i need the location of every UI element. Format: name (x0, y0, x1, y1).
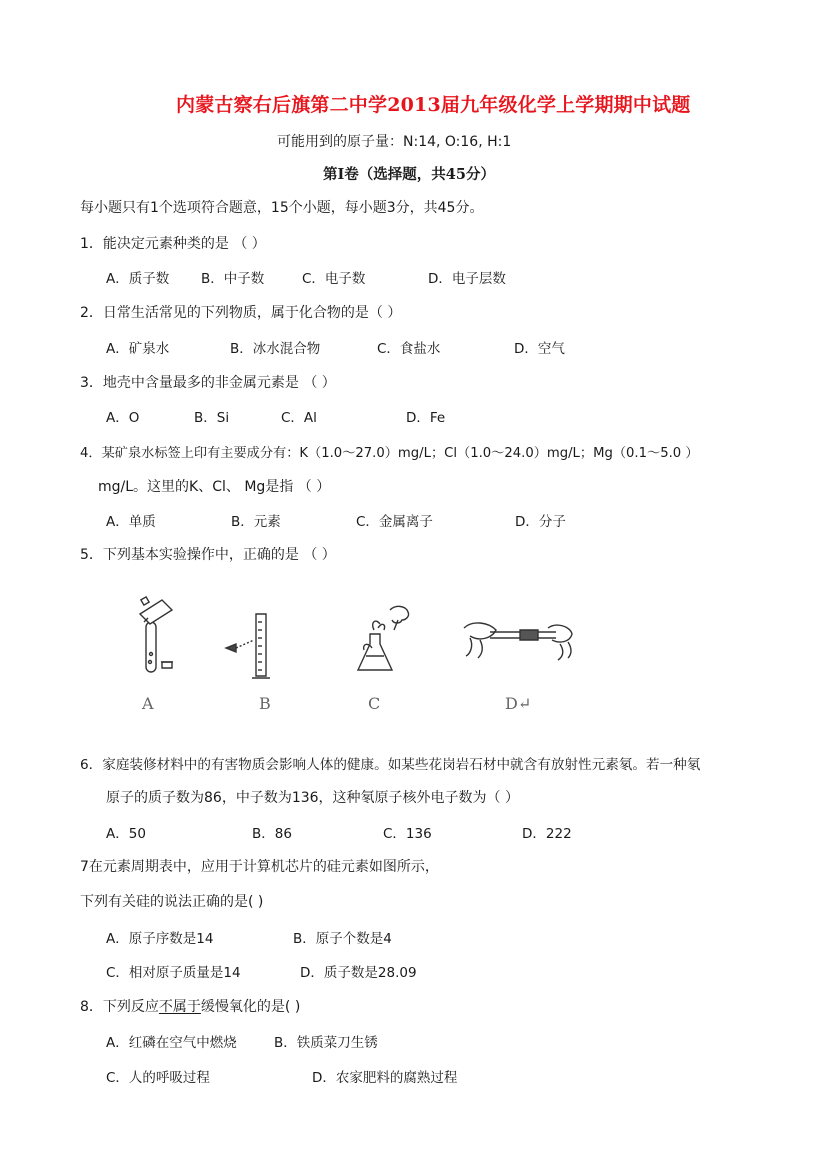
q7-option-d: D．质子数是28.09 (300, 965, 417, 981)
q1-option-d: D．电子层数 (428, 271, 506, 287)
q2-option-b: B．冰水混合物 (230, 341, 321, 357)
q7-option-b: B．原子个数是4 (293, 931, 392, 947)
q3-option-d: D．Fe (406, 410, 446, 426)
q8-option-a: A．红磷在空气中燃烧 (106, 1035, 237, 1051)
q7-option-c: C．相对原子质量是14 (106, 965, 241, 981)
question-6-line-1: 6．家庭装修材料中的有害物质会影响人体的健康。如某些花岗岩石材中就含有放射性元素氡。若一种氡 (80, 757, 701, 773)
question-7-line-2: 下列有关硅的说法正确的是( ) (80, 894, 264, 910)
question-1-stem: 1．能决定元素种类的是 （ ） (80, 236, 266, 252)
question-8-stem (80, 996, 300, 1016)
q8-stem-underlined: 不属于 (158, 999, 201, 1015)
page-title: 内蒙古察右后旗第二中学2013届九年级化学上学期期中试题 (176, 94, 691, 116)
q2-option-a: A．矿泉水 (106, 341, 170, 357)
question-6-line-2: 原子的质子数为86，中子数为136，这种氡原子核外电子数为（ ） (106, 790, 519, 806)
q8-option-c: C．人的呼吸过程 (106, 1070, 210, 1086)
q8-option-b: B．铁质菜刀生锈 (274, 1035, 378, 1051)
q4-option-a: A．单质 (106, 514, 156, 530)
q6-option-a: A．50 (106, 826, 146, 842)
figure-c-smelling-icon (350, 600, 420, 684)
q4-option-d: D．分子 (515, 514, 566, 530)
q8-option-d: D．农家肥料的腐熟过程 (312, 1070, 458, 1086)
figure-b-cylinder-icon (222, 612, 282, 684)
question-3-stem: 3．地壳中含量最多的非金属元素是 （ ） (80, 375, 336, 391)
q2-option-c: C．食盐水 (377, 341, 441, 357)
q3-option-b: B．Si (194, 410, 230, 426)
figure-b-label: B (259, 694, 271, 713)
instructions: 每小题只有1个选项符合题意，15个小题，每小题3分，共45分。 (80, 200, 484, 216)
section-heading: 第Ⅰ卷（选择题，共45分） (323, 166, 495, 183)
q8-stem-suffix: 缓慢氧化的是( ) (200, 999, 301, 1015)
question-5-stem: 5．下列基本实验操作中，正确的是 （ ） (80, 547, 336, 563)
atomic-mass-note: 可能用到的原子量：N:14, O:16, H:1 (277, 134, 512, 150)
q6-option-c: C．136 (383, 826, 432, 842)
q8-stem-prefix: 8．下列反应 (80, 999, 159, 1015)
q1-option-a: A．质子数 (106, 271, 170, 287)
question-4-line-1: 4．某矿泉水标签上印有主要成分有：K（1.0～27.0）mg/L；Cl（1.0～24.0）mg/L；Mg（0.1～5.0 ） (80, 446, 699, 461)
figure-d-tube-icon (460, 616, 576, 664)
question-2-stem: 2．日常生活常见的下列物质，属于化合物的是（ ） (80, 305, 402, 321)
q4-option-b: B．元素 (231, 514, 281, 530)
q6-option-d: D．222 (522, 826, 572, 842)
figure-a-label: A (142, 694, 154, 713)
q1-option-b: B．中子数 (201, 271, 265, 287)
figure-c-label: C (368, 694, 381, 713)
q3-option-c: C．Al (281, 410, 317, 426)
q4-option-c: C．金属离子 (356, 514, 433, 530)
q7-option-a: A．原子序数是14 (106, 931, 214, 947)
question-7-line-1: 7在元素周期表中，应用于计算机芯片的硅元素如图所示， (80, 859, 439, 875)
q2-option-d: D．空气 (514, 341, 565, 357)
figure-a-pouring-icon (128, 596, 188, 682)
question-4-line-2: mg/L。这里的K、Cl、 Mg是指 （ ） (98, 479, 331, 495)
q1-option-c: C．电子数 (302, 271, 366, 287)
figure-d-label: D↵ (505, 694, 532, 713)
q6-option-b: B．86 (252, 826, 292, 842)
q3-option-a: A．O (106, 410, 140, 426)
